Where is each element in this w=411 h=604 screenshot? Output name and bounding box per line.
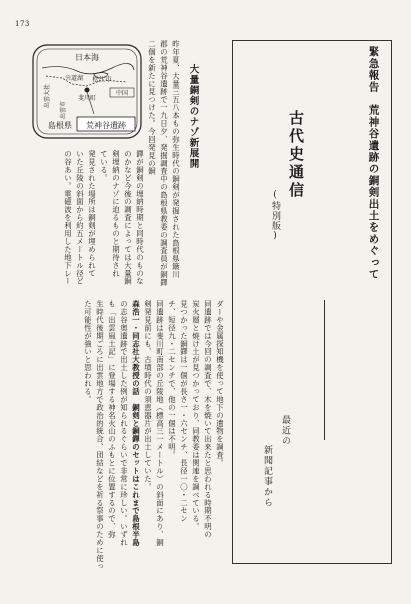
main-title: 古代史通信 — [287, 110, 305, 200]
map-stamp — [32, 44, 142, 139]
article2-col-5: チ、短径九・二センチで、他の一個は不明。 — [167, 300, 177, 459]
subtitle: (特別版) — [270, 190, 280, 242]
article1-col-10: の谷あい。電磁波を利用した地下レー — [63, 150, 73, 286]
stamp-label-chugoku: 中国 — [115, 90, 129, 97]
page-number: 173 — [15, 20, 30, 28]
article2-col-8: 森浩一・同志社大教授の話 銅剣と銅鐸のセットはこれまで島根半島 — [131, 300, 141, 547]
stamp-lake: 宍道湖 — [64, 75, 84, 82]
article2-col-11: 生時代後期ごろに出雲地方で政治的統合、団結などを祈る祭事のために使っ — [95, 300, 105, 571]
article1-col-2: 郡の荒神谷遺跡で一九日夕、発掘調査中の島根県教委の調査員が銅鐸 — [159, 40, 169, 287]
stamp-city: 松江市 — [92, 75, 112, 83]
article1-col-1: 昨年夏、大量三五八本もの弥生時代の銅剣が発掘された島根県簸川 — [171, 40, 181, 279]
article1-col-7: ている。 — [99, 150, 109, 182]
article1-col-9: いた丘陵の斜面から約五メートル径ど — [75, 150, 85, 286]
article2-col-2: 同遺跡では今回の調査で、木を焼いて出来たと思われる時期不明の — [203, 300, 213, 539]
stamp-region: 島根県 — [48, 121, 72, 130]
article1-col-8: 発見された場所は銅剣が埋められて — [87, 150, 97, 278]
article2-col-4: 見つかった銅鐸は一個が長さ一・六センチ、長径一〇・二セン — [179, 300, 189, 523]
article2-col-6: 同遺跡は斐川町南部の丘陵地（標高三一メートル）の斜面にあり、銅 — [155, 300, 165, 547]
article2-col-7: 剣発見前にも、古墳時代の須恵器片が出土していた。 — [143, 300, 153, 491]
stamp-town: 斐川町 — [77, 95, 97, 102]
article1-col-6: 剣埋納のナゾに迫るものと期待され — [111, 150, 121, 278]
article2-col-12: た可能性が強いと思われる。 — [83, 300, 93, 404]
header-note-line2: 新聞記事から — [262, 445, 272, 508]
article1-col-3: 二個を新たに見つけた。今回発見の銅 — [147, 40, 157, 176]
article1-col-4: 鐸が銅剣の埋納時期と同時代のものな — [135, 150, 145, 286]
header-note-line1: 最近の — [280, 415, 290, 447]
header-rule — [324, 300, 325, 440]
article1-col-5: のかなど今後の調査によっては大量銅 — [123, 150, 133, 286]
article2-col-3: 炭火層と焼け土が見つかっており、同教委は関連を調べている。 — [191, 300, 201, 531]
stamp-sea: 日本海 — [75, 53, 99, 62]
stamp-shrine: 出雲大社 — [44, 83, 51, 109]
article1-headline: 大量銅剣のナゾ新展開 — [187, 64, 199, 169]
article2-col-9: の志谷奥遺跡で出土した例が知られるぐらいで非常に珍しい。いずれ — [119, 300, 129, 547]
article2-col-1: ダーや金属探知機を使って地下の遺物を調査。 — [215, 300, 225, 467]
article2-col-10: も「出雲風土記」に登場する神名火山のふもとに位置するので、弥 — [107, 300, 117, 539]
stamp-site: 荒神谷遺跡 — [86, 121, 126, 130]
stamp-izumo-city: 出雲市 — [60, 100, 67, 120]
header-title: 緊急報告 荒神谷遺跡の銅剣出土をめぐって — [367, 46, 380, 280]
